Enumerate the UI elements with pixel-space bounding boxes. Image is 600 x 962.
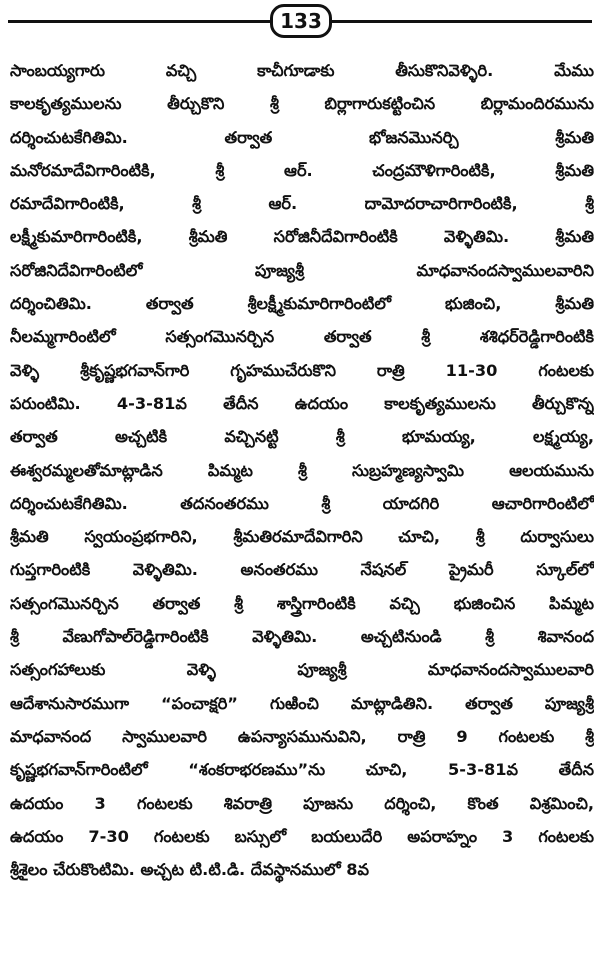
text-line: మాధవానంద స్వాములవారి ఉపన్యాసమునువిని, రాత్రి 9 గంటలకు శ్రీ	[10, 726, 594, 746]
text-line: సత్సంగమొనర్చిన తర్వాత శ్రీ శాస్త్రిగారింటికి వచ్చి భుజించిన పిమ్మట	[10, 593, 594, 613]
text-line: కృష్ణభగవాన్‌గారింటిలో “శంకరాభరణము”ను చూచి, 5-3-81వ తేదీన	[10, 760, 594, 780]
page-header	[0, 0, 600, 42]
text-line: సాంబయ్యగారు వచ్చి కాచీగూడాకు తీసుకొనివెళ్ళిరి. మేము	[10, 61, 594, 80]
header-rule-right	[332, 20, 592, 23]
text-line: మనోరమాదేవిగారింటికి, శ్రీ ఆర్. చంద్రమౌళిగారింటికి, శ్రీమతి	[10, 160, 594, 180]
page-number: 133	[270, 4, 332, 38]
text-line: ఆదేశానుసారముగా “పంచాక్షరి” గుఱించి మాట్లాడితిని. తర్వాత పూజ్యశ్రీ	[10, 693, 594, 713]
text-line: ఉదయం 3 గంటలకు శివరాత్రి పూజను దర్శించి, కొంత విశ్రమించి,	[10, 793, 594, 813]
text-line: ఉదయం 7-30 గంటలకు బస్సులో బయలుదేరి అపరాహ్నం 3 గంటలకు	[10, 826, 594, 846]
body-text	[10, 54, 594, 886]
text-line: సత్సంగహాలుకు వెళ్ళి పూజ్యశ్రీ మాధవానందస్వాములవారి	[10, 660, 594, 680]
text-line: సరోజినిదేవిగారింటిలో పూజ్యశ్రీ మాధవానందస్వాములవారిని	[10, 260, 594, 280]
text-line: శ్రీశైలం చేరుకొంటిమి. అచ్చట టి.టి.డి. దేవస్థానములో 8వ	[10, 860, 370, 880]
text-line: రమాదేవిగారింటికి, శ్రీ ఆర్. దామోదరాచారిగారింటికి, శ్రీ	[10, 194, 594, 214]
text-line: వెళ్ళి శ్రీకృష్ణభగవాన్‌గారి గృహముచేరుకొని రాత్రి 11-30 గంటలకు	[10, 360, 594, 380]
text-line: దర్శించితిమి. తర్వాత శ్రీలక్ష్మీకుమారిగారింటిలో భుజించి, శ్రీమతి	[10, 294, 594, 314]
header-rule-left	[8, 20, 270, 23]
text-line: దర్శించుటకేగితిమి. తర్వాత భోజనమొనర్చి శ్రీమతి	[10, 127, 594, 147]
text-line: లక్ష్మీకుమారిగారింటికి, శ్రీమతి సరోజినీదేవిగారింటికి వెళ్ళితిమి. శ్రీమతి	[10, 227, 594, 247]
text-line: గుప్తగారింటికి వెళ్ళితిమి. అనంతరము నేషనల్ ప్రైమరీ స్కూల్‌లో	[10, 560, 594, 580]
text-line: నీలమ్మగారింటిలో సత్సంగమొనర్చిన తర్వాత శ్రీ శశిధర్‌రెడ్డిగారింటికి	[10, 327, 594, 347]
text-line: దర్శించుటకేగితిమి. తదనంతరము శ్రీ యాదగిరి ఆచారిగారింటిలో	[10, 493, 594, 513]
text-line: కాలకృత్యములను తీర్చుకొని శ్రీ బిర్లాగారుకట్టించిన బిర్లామందిరమును	[10, 94, 594, 114]
text-line: శ్రీమతి స్వయంప్రభగారిని, శ్రీమతిరమాదేవిగారిని చూచి, శ్రీ దుర్వాసులు	[10, 527, 594, 547]
text-line: శ్రీ వేణుగోపాల్‌రెడ్డిగారింటికి వెళ్ళితిమి. అచ్చటినుండి శ్రీ శివానంద	[10, 627, 594, 647]
text-line: తర్వాత అచ్చటికి వచ్చినట్టి శ్రీ భూమయ్య, లక్ష్మయ్య,	[10, 427, 594, 447]
text-line: ఈశ్వరమ్మలతోమాట్లాడిన పిమ్మట శ్రీ సుబ్రహ్మణ్యస్వామి ఆలయమును	[10, 460, 594, 480]
text-line: పరుంటిమి. 4-3-81వ తేదీన ఉదయం కాలకృత్యములను తీర్చుకొన్న	[10, 393, 594, 413]
